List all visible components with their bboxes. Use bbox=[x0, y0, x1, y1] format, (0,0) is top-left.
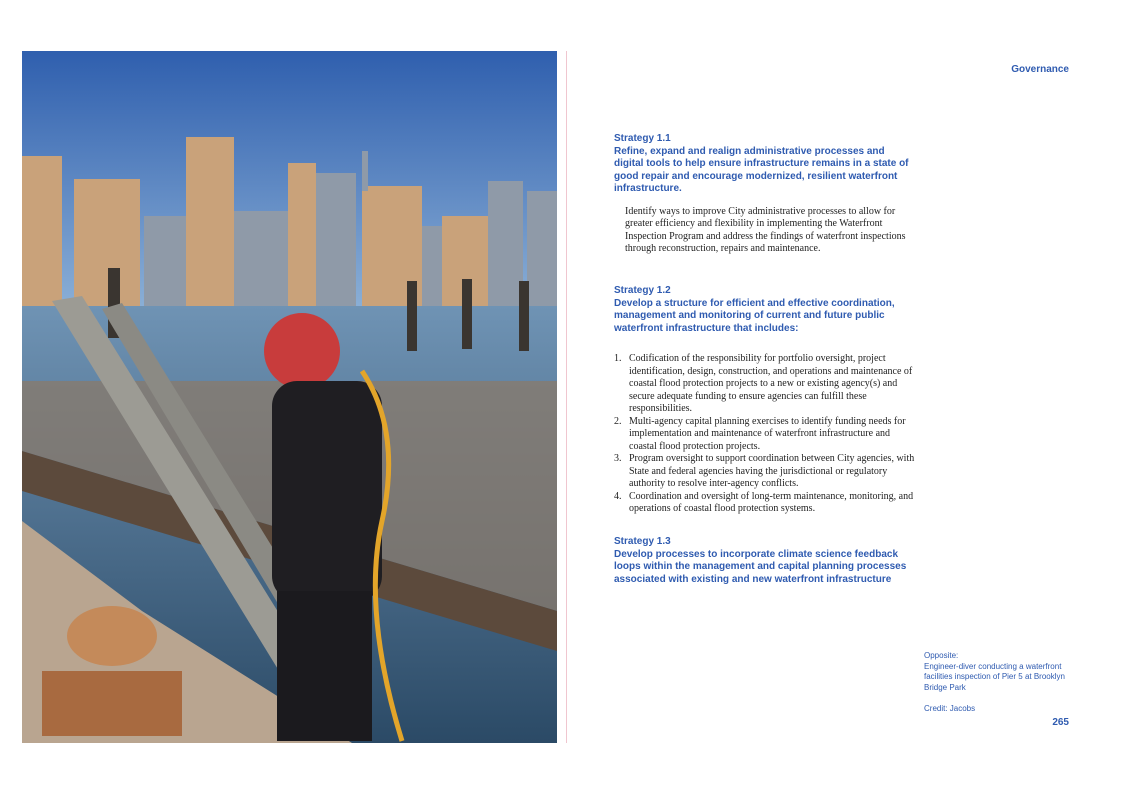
list-item-text: Program oversight to support coordination between City agencies, with State and federal agencies having the jurisdictional or regulatory authority to resolve inter-agency conflicts. bbox=[629, 453, 915, 489]
list-item-number: 4. bbox=[614, 490, 622, 502]
diver-photo bbox=[22, 51, 557, 743]
list-item-number: 2. bbox=[614, 415, 622, 427]
list-item bbox=[614, 453, 916, 491]
caption-label: Opposite: bbox=[924, 651, 959, 660]
list-item-text: Multi-agency capital planning exercises to identify funding needs for implementation and maintenance of waterfront infrastructure and coastal flood protection projects. bbox=[629, 415, 906, 452]
strategy-number: Strategy 1.2 bbox=[614, 285, 671, 296]
strategy-body: Identify ways to improve City administrative processes to allow for greater efficiency and flexibility in implementing the Waterfront Inspection Program and address the findings of waterfront inspections through reconstruction, repairs and maintenance. bbox=[625, 205, 906, 254]
strategy-number: Strategy 1.3 bbox=[614, 536, 671, 547]
page-number: 265 bbox=[1052, 717, 1069, 728]
strategy-title: Develop processes to incorporate climate science feedback loops within the management and capital planning processes associated with existing and new waterfront infrastructure bbox=[614, 548, 907, 585]
photo-credit: Credit: Jacobs bbox=[924, 704, 976, 713]
strategy-number: Strategy 1.1 bbox=[614, 133, 671, 144]
list-item-text: Coordination and oversight of long-term maintenance, monitoring, and operations of coastal flood protection systems. bbox=[629, 490, 914, 514]
strategy-1-1 bbox=[614, 133, 914, 256]
strategy-1-2 bbox=[614, 285, 914, 516]
list-item bbox=[614, 491, 916, 516]
strategy-1-3 bbox=[614, 536, 914, 586]
page-divider bbox=[566, 51, 567, 743]
strategy-list bbox=[614, 353, 916, 516]
list-item bbox=[614, 353, 916, 416]
strategy-title: Refine, expand and realign administrative processes and digital tools to help ensure infrastructure remains in a state of good repair and encourage modernized, resilient waterfront infrastructure. bbox=[614, 145, 909, 194]
list-item-number: 1. bbox=[614, 353, 622, 364]
photo-caption bbox=[924, 651, 1069, 715]
list-item bbox=[614, 416, 916, 454]
caption-text: Engineer-diver conducting a waterfront facilities inspection of Pier 5 at Brooklyn Bridge Park bbox=[924, 661, 1065, 692]
list-item-number: 3. bbox=[614, 453, 622, 464]
strategy-title: Develop a structure for efficient and effective coordination, management and monitoring of current and future public waterfront infrastructure that includes: bbox=[614, 297, 895, 334]
list-item-text: Codification of the responsibility for portfolio oversight, project identification, design, construction, and operations and maintenance of coastal flood protection projects to a new or existing agency(s) and secure adequate funding to ensure agencies can fulfill these responsibilities. bbox=[629, 353, 913, 414]
section-label: Governance bbox=[1011, 64, 1069, 75]
